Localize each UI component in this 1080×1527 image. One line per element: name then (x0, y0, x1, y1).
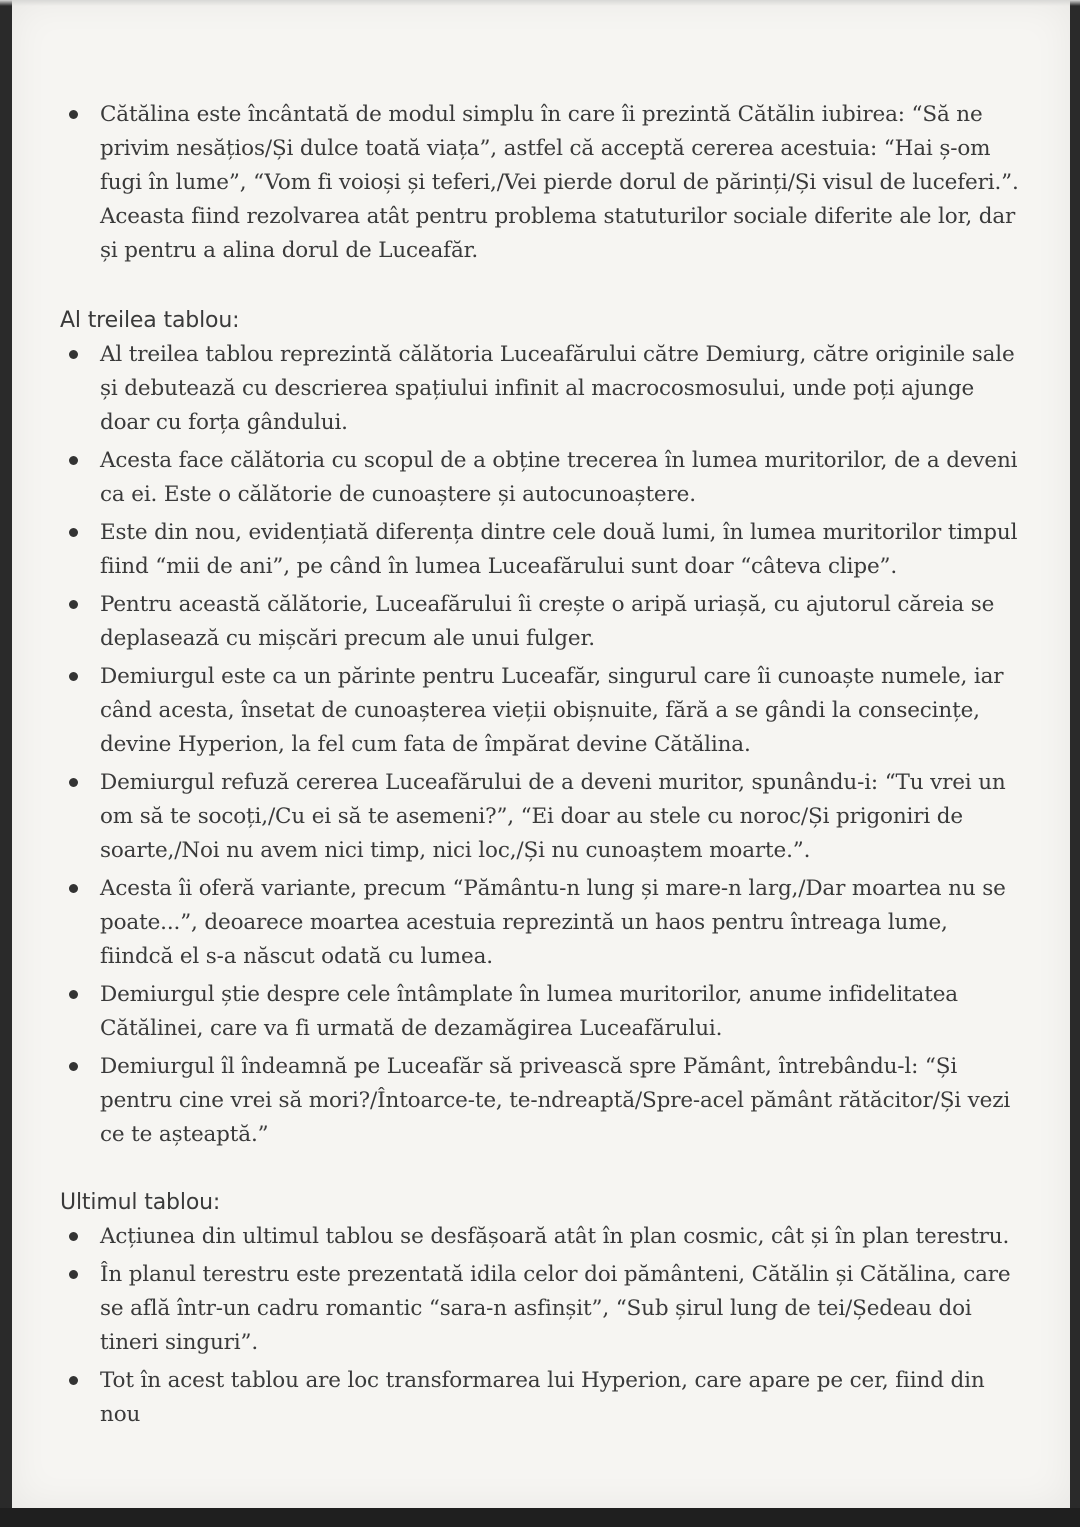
bullet-icon (69, 1232, 78, 1241)
bullet-icon (69, 672, 78, 681)
bullet-icon (69, 528, 78, 537)
list-item: Este din nou, evidențiată diferența dintre cele două lumi, în lumea muritorilor timpul fiind “mii de ani”, pe când în lumea Luceafărului sunt doar “câteva clipe”. (60, 516, 1020, 584)
section-title-last-tableau: Ultimul tablou: (60, 1190, 221, 1215)
bullet-icon (69, 110, 78, 119)
list-item: Acesta face călătoria cu scopul de a obține trecerea în lumea muritorilor, de a deveni ca ei. Este o călătorie de cunoaștere și autocunoaștere. (60, 444, 1020, 512)
list-item: Acesta îi oferă variante, precum “Pământu-n lung și mare-n larg,/Dar moartea nu se poate...”, deoarece moartea acestuia reprezintă un haos pentru întreaga lume, fiindcă el s-a născut odată cu lumea. (60, 872, 1020, 974)
bullet-icon (69, 1270, 78, 1279)
list-item: Demiurgul este ca un părinte pentru Luceafăr, singurul care îi cunoaște numele, iar când acesta, însetat de cunoașterea vieții obișnuite, fără a se gândi la consecințe, devine Hyperion, la fel cum fata de împărat devine Cătălina. (60, 660, 1020, 762)
list-item: Demiurgul știe despre cele întâmplate în lumea muritorilor, anume infidelitatea Cătălinei, care va fi urmată de dezamăgirea Luceafărului. (60, 978, 1020, 1046)
list-item: Demiurgul refuză cererea Luceafărului de a deveni muritor, spunându-i: “Tu vrei un om să te socoți,/Cu ei să te asemeni?”, “Ei doar au stele cu noroc/Și prigoniri de soarte,/Noi nu avem nici timp, nici loc,/Și nu cunoaștem moarte.”. (60, 766, 1020, 868)
intro-list (60, 98, 1020, 268)
page-top-shadow (0, 0, 1080, 6)
list-item: Tot în acest tablou are loc transformarea lui Hyperion, care apare pe cer, fiind din nou (60, 1364, 1020, 1432)
list-item: Acțiunea din ultimul tablou se desfășoară atât în plan cosmic, cât și în plan terestru. (60, 1220, 1020, 1254)
bullet-icon (69, 1062, 78, 1071)
last-tableau-list (60, 1220, 1020, 1432)
list-item: Demiurgul îl îndeamnă pe Luceafăr să privească spre Pământ, întrebându-l: “Și pentru cine vrei să mori?/Întoarce-te, te-ndreaptă/Spre-acel pământ rătăcitor/Și vezi ce te așteaptă.” (60, 1050, 1020, 1152)
bullet-icon (69, 778, 78, 787)
list-item: În planul terestru este prezentată idila celor doi pământeni, Cătălin și Cătălina, care se află într-un cadru romantic “sara-n asfinșit”, “Sub șirul lung de tei/Ședeau doi tineri singuri”. (60, 1258, 1020, 1360)
list-item: Pentru această călătorie, Luceafărului îi crește o aripă uriașă, cu ajutorul căreia se deplasează cu mișcări precum ale unui fulger. (60, 588, 1020, 656)
bullet-icon (69, 600, 78, 609)
bullet-icon (69, 990, 78, 999)
document-content (60, 98, 1020, 1436)
bullet-icon (69, 456, 78, 465)
third-tableau-list (60, 338, 1020, 1152)
bullet-icon (69, 350, 78, 359)
list-item: Cătălina este încântată de modul simplu în care îi prezintă Cătălin iubirea: “Să ne privim nesățios/Și dulce toată viața”, astfel că acceptă cererea acestuia: “Hai ș-om fugi în lume”, “Vom fi voioși și teferi,/Vei pierde dorul de părinți/Și visul de luceferi.”. Aceasta fiind rezolvarea atât pentru problema statuturilor sociale diferite ale lor, dar și pentru a alina dorul de Luceafăr. (60, 98, 1020, 268)
bullet-icon (69, 1376, 78, 1385)
bullet-icon (69, 884, 78, 893)
section-spacer (60, 1156, 1020, 1186)
list-item: Al treilea tablou reprezintă călătoria Luceafărului către Demiurg, către originile sale și debutează cu descrierea spațiului infinit al macrocosmosului, unde poți ajunge doar cu forța gândului. (60, 338, 1020, 440)
section-title-third-tableau: Al treilea tablou: (60, 308, 240, 333)
page-bottom-edge (0, 1508, 1080, 1527)
